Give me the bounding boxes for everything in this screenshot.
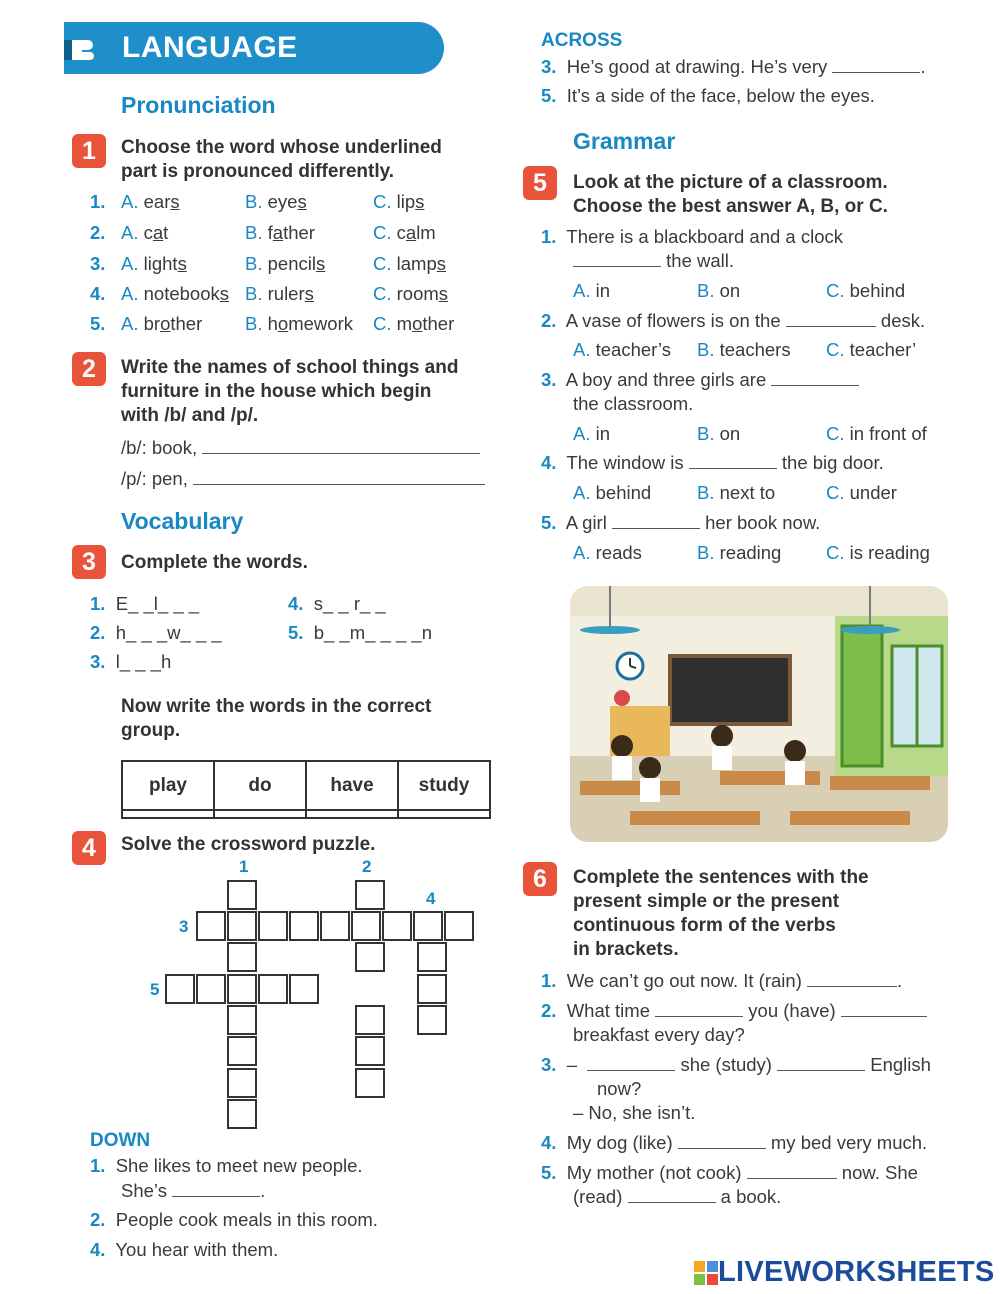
liveworksheets-logo: LIVEWORKSHEETS	[694, 1256, 995, 1289]
q3-option-a[interactable]: A. in	[573, 423, 611, 444]
clue-number-3: 3	[179, 917, 189, 936]
group-cell-study[interactable]	[398, 810, 490, 818]
sentence-3-line-2: now?	[597, 1078, 642, 1099]
crossword-cell[interactable]	[227, 974, 257, 1004]
question-5: 5. A girl her book now.	[541, 512, 821, 533]
question-5-answer-field[interactable]	[612, 512, 700, 529]
question-3-answer-field[interactable]	[771, 369, 859, 386]
crossword-cell[interactable]	[289, 974, 319, 1004]
word-item-4[interactable]: 4. s_ _ r_ _	[288, 593, 386, 614]
word-item-5[interactable]: 5. b_ _m_ _ _ _n	[288, 622, 432, 643]
pronunciation-option-c[interactable]: C. lamps	[373, 253, 446, 274]
b-sound-answer-field[interactable]	[202, 437, 480, 454]
crossword-cell[interactable]	[355, 1068, 385, 1098]
q5-option-a[interactable]: A. reads	[573, 542, 642, 563]
p-sound-answer-field[interactable]	[193, 468, 485, 485]
p-sound-line: /p/: pen,	[121, 467, 485, 491]
exercise-6-badge: 6	[523, 862, 557, 896]
crossword-cell[interactable]	[417, 1005, 447, 1035]
crossword-cell[interactable]	[227, 911, 257, 941]
pronunciation-option-a[interactable]: A. cat	[121, 222, 169, 243]
across-heading: ACROSS	[541, 30, 623, 51]
clue-number-4: 4	[426, 889, 436, 908]
question-3-line-2: the classroom.	[573, 393, 694, 414]
group-header-have: have	[306, 761, 398, 810]
sentence-5-answer-field-1[interactable]	[747, 1162, 837, 1179]
q3-option-b[interactable]: B. on	[697, 423, 741, 444]
word-item-2[interactable]: 2. h_ _ _w_ _ _	[90, 622, 222, 643]
q2-option-b[interactable]: B. teachers	[697, 339, 791, 360]
pronunciation-option-b[interactable]: B. father	[245, 222, 315, 243]
q5-option-c[interactable]: C. is reading	[826, 542, 930, 563]
sentence-1: 1. We can’t go out now. It (rain) .	[541, 970, 903, 991]
group-cell-do[interactable]	[214, 810, 306, 818]
pronunciation-option-a[interactable]: A. brother	[121, 313, 203, 334]
crossword-cell[interactable]	[355, 1005, 385, 1035]
clue-number-1: 1	[239, 857, 249, 876]
logo-grid-icon	[694, 1261, 718, 1285]
question-2-answer-field[interactable]	[786, 310, 876, 327]
sentence-3: 3. – she (study) English	[541, 1054, 931, 1075]
crossword-cell[interactable]	[227, 1005, 257, 1035]
exercise-1-badge: 1	[72, 134, 106, 168]
crossword-cell[interactable]	[444, 911, 474, 941]
clue-number-2: 2	[362, 857, 372, 876]
sentence-5: 5. My mother (not cook) now. She	[541, 1162, 918, 1183]
down-clue-4: 4. You hear with them.	[90, 1239, 279, 1260]
q4-option-c[interactable]: C. under	[826, 482, 897, 503]
clue-number-5: 5	[150, 980, 160, 999]
q3-option-c[interactable]: C. in front of	[826, 423, 927, 444]
crossword-cell[interactable]	[227, 1036, 257, 1066]
exercise-6-instruction: Complete the sentences with the present simple or the present continuous form of the verbs in brackets.	[573, 867, 869, 960]
exercise-2-badge: 2	[72, 352, 106, 386]
down-clue-1: 1. She likes to meet new people.	[90, 1155, 363, 1176]
vocabulary-heading: Vocabulary	[121, 508, 244, 534]
pronunciation-option-b[interactable]: B. homework	[245, 313, 353, 334]
classroom-illustration	[570, 586, 948, 842]
exercise-3-instruction: Complete the words.	[121, 552, 308, 573]
crossword-cell[interactable]	[227, 942, 257, 972]
item-number: 5.	[90, 313, 106, 334]
group-cell-play[interactable]	[122, 810, 214, 818]
page-title: LANGUAGE	[122, 31, 298, 64]
crossword-cell[interactable]	[227, 880, 257, 910]
sentence-1-answer-field[interactable]	[807, 970, 897, 987]
word-group-table	[121, 760, 491, 819]
exercise-2-instruction: Write the names of school things and furniture in the house which begin with /b/ and /p/.	[121, 357, 459, 426]
exercise-5-badge: 5	[523, 166, 557, 200]
crossword-cell[interactable]	[196, 911, 226, 941]
crossword-cell[interactable]	[227, 1068, 257, 1098]
sentence-2-answer-field-1[interactable]	[655, 1000, 743, 1017]
across-clue-3-answer-field[interactable]	[832, 56, 920, 73]
group-header-do: do	[214, 761, 306, 810]
crossword-cell[interactable]	[417, 942, 447, 972]
word-item-1[interactable]: 1. E_ _l_ _ _	[90, 593, 200, 614]
q1-option-c[interactable]: C. behind	[826, 280, 906, 301]
crossword-cell[interactable]	[351, 911, 381, 941]
crossword-cell[interactable]	[355, 1036, 385, 1066]
question-3: 3. A boy and three girls are	[541, 368, 859, 392]
group-header-study: study	[398, 761, 490, 810]
crossword-cell[interactable]	[413, 911, 443, 941]
crossword-cell[interactable]	[382, 911, 412, 941]
pointing-hand-icon	[64, 30, 108, 66]
sentence-2-answer-field-2[interactable]	[841, 1000, 927, 1017]
down-clue-1-line-2: She’s .	[121, 1180, 266, 1201]
crossword-cell[interactable]	[417, 974, 447, 1004]
across-clue-5: 5. It’s a side of the face, below the eyes.	[541, 85, 875, 106]
crossword-cell[interactable]	[258, 974, 288, 1004]
question-4: 4. The window is the big door.	[541, 452, 884, 473]
pronunciation-option-a[interactable]: A. ears	[121, 191, 180, 212]
exercise-4-instruction: Solve the crossword puzzle.	[121, 834, 376, 855]
q4-option-b[interactable]: B. next to	[697, 482, 776, 503]
sentence-4: 4. My dog (like) my bed very much.	[541, 1132, 928, 1153]
exercise-1-instruction: Choose the word whose underlined part is pronounced differently.	[121, 137, 442, 182]
pronunciation-option-c[interactable]: C. lips	[373, 191, 425, 212]
crossword-cell[interactable]	[289, 911, 319, 941]
pronunciation-option-c[interactable]: C. calm	[373, 222, 436, 243]
item-number: 2.	[90, 222, 106, 243]
q5-option-b[interactable]: B. reading	[697, 542, 782, 563]
crossword-cell[interactable]	[355, 880, 385, 910]
pronunciation-option-b[interactable]: B. eyes	[245, 191, 307, 212]
group-header-play: play	[122, 761, 214, 810]
question-1-line-2: the wall.	[573, 249, 734, 273]
sentence-5-answer-field-2[interactable]	[628, 1186, 716, 1203]
pronunciation-option-c[interactable]: C. mother	[373, 313, 455, 334]
down-clue-2: 2. People cook meals in this room.	[90, 1209, 378, 1230]
pronunciation-option-b[interactable]: B. pencils	[245, 253, 326, 274]
b-sound-line: /b/: book,	[121, 436, 480, 460]
exercise-5-instruction: Look at the picture of a classroom. Choose the best answer A, B, or C.	[573, 172, 888, 217]
question-1-answer-field[interactable]	[573, 250, 661, 267]
group-instruction: Now write the words in the correct group.	[121, 696, 432, 741]
sentence-3-answer-field-1[interactable]	[587, 1054, 675, 1071]
group-cell-have[interactable]	[306, 810, 398, 818]
sentence-2-line-2: breakfast every day?	[573, 1024, 745, 1045]
sentence-2: 2. What time you (have)	[541, 999, 927, 1023]
crossword-cell[interactable]	[165, 974, 195, 1004]
sentence-3-line-3: – No, she isn’t.	[573, 1102, 696, 1123]
exercise-4-badge: 4	[72, 831, 106, 865]
exercise-3-badge: 3	[72, 545, 106, 579]
question-4-answer-field[interactable]	[689, 452, 777, 469]
grammar-heading: Grammar	[573, 128, 676, 154]
item-number: 1.	[90, 191, 106, 212]
q4-option-a[interactable]: A. behind	[573, 482, 652, 503]
item-number: 4.	[90, 283, 106, 304]
sentence-4-answer-field[interactable]	[678, 1132, 766, 1149]
crossword-cell[interactable]	[227, 1099, 257, 1129]
q2-option-a[interactable]: A. teacher’s	[573, 339, 672, 360]
down-heading: DOWN	[90, 1130, 151, 1151]
item-number: 3.	[90, 253, 106, 274]
crossword-cell[interactable]	[320, 911, 350, 941]
q2-option-c[interactable]: C. teacher’	[826, 339, 917, 360]
language-banner	[64, 22, 444, 74]
pronunciation-option-c[interactable]: C. rooms	[373, 283, 449, 304]
crossword-cell[interactable]	[196, 974, 226, 1004]
question-1: 1. There is a blackboard and a clock	[541, 226, 844, 247]
question-2: 2. A vase of flowers is on the desk.	[541, 310, 926, 331]
crossword-cell[interactable]	[355, 942, 385, 972]
across-clue-3: 3. He’s good at drawing. He’s very .	[541, 56, 926, 77]
pronunciation-option-b[interactable]: B. rulers	[245, 283, 314, 304]
sentence-3-answer-field-2[interactable]	[777, 1054, 865, 1071]
word-item-3[interactable]: 3. l_ _ _h	[90, 651, 172, 672]
crossword-cell[interactable]	[258, 911, 288, 941]
pronunciation-option-a[interactable]: A. notebooks	[121, 283, 229, 304]
pronunciation-option-a[interactable]: A. lights	[121, 253, 187, 274]
pronunciation-heading: Pronunciation	[121, 92, 276, 118]
sentence-5-line-2: (read) a book.	[573, 1186, 782, 1207]
down-clue-1-answer-field[interactable]	[172, 1180, 260, 1197]
q1-option-b[interactable]: B. on	[697, 280, 741, 301]
q1-option-a[interactable]: A. in	[573, 280, 611, 301]
